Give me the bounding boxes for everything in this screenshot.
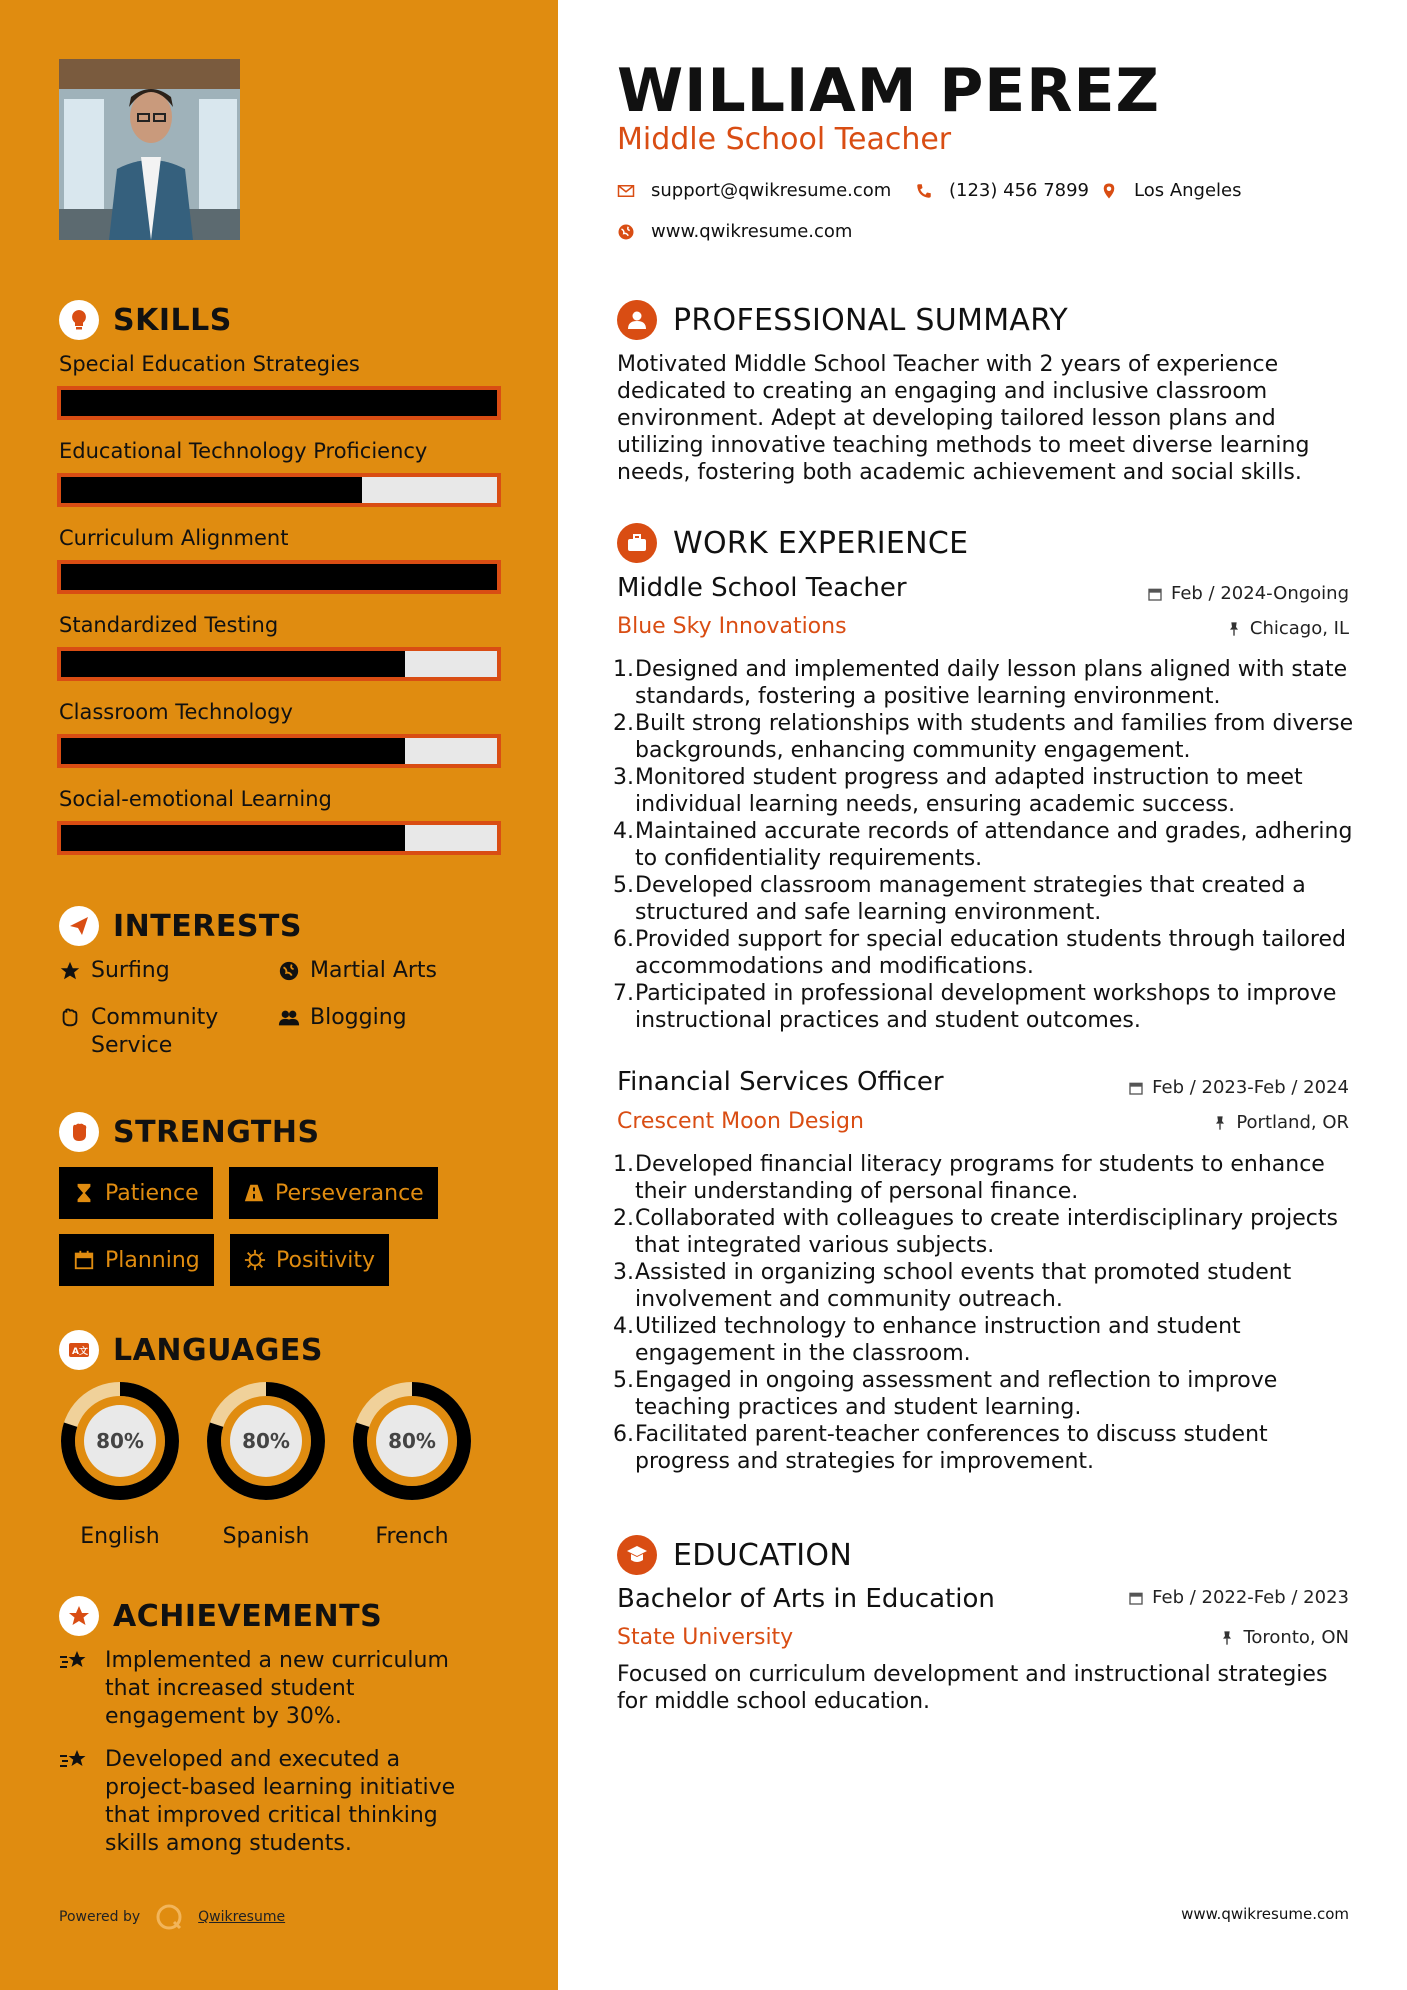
language-name: Spanish — [222, 1524, 310, 1549]
languages-heading — [59, 1330, 323, 1370]
education-location — [1219, 1627, 1349, 1648]
job-location — [1212, 1112, 1349, 1133]
email-text: support@qwikresume.com — [651, 180, 892, 201]
road-icon — [243, 1182, 265, 1204]
hourglass-icon — [73, 1182, 95, 1204]
contact-phone[interactable] — [915, 180, 1089, 201]
interest-label: Martial Arts — [310, 958, 438, 983]
calendar-icon — [73, 1249, 95, 1271]
language-item — [205, 1380, 327, 1549]
job-dates-text: Feb / 2023-Feb / 2024 — [1152, 1077, 1349, 1098]
job-dates — [1147, 583, 1349, 604]
duty-item: Built strong relationships with students and families from diverse backgrounds, enhancing community engagement. — [635, 711, 1354, 763]
strength-badge — [59, 1234, 214, 1286]
skill-label: Standardized Testing — [59, 613, 279, 637]
candidate-role: Middle School Teacher — [617, 122, 952, 157]
interest-item — [278, 1004, 407, 1032]
duty-item: Maintained accurate records of attendance and grades, adhering to confidentiality requirements. — [635, 819, 1353, 871]
paper-plane-icon — [59, 906, 99, 946]
skill-bar-fill — [61, 738, 405, 764]
phone-icon — [915, 182, 933, 200]
summary-text: Motivated Middle School Teacher with 2 years of experience dedicated to creating an engaging and inclusive classroom environment. Adept at developing tailored lesson plans and utilizing innovative teaching methods to meet diverse learning needs, fostering both academic achievement and social skills. — [617, 352, 1310, 485]
language-percent: 80% — [242, 1429, 290, 1453]
pushpin-icon — [1212, 1115, 1228, 1131]
website-text: www.qwikresume.com — [651, 221, 853, 242]
strength-label: Patience — [105, 1180, 199, 1206]
skill-label: Educational Technology Proficiency — [59, 439, 428, 463]
duty-item: Designed and implemented daily lesson plans aligned with state standards, fostering a positive learning environment. — [635, 657, 1348, 709]
experience-heading — [617, 523, 968, 563]
language-icon — [59, 1330, 99, 1370]
qwikresume-logo-icon — [154, 1902, 184, 1932]
skill-bar-fill — [61, 564, 497, 590]
trophy-star-icon — [59, 1596, 99, 1636]
graduate-icon — [617, 1535, 657, 1575]
achievements-title: ACHIEVEMENTS — [113, 1598, 383, 1634]
job-dates — [1128, 1077, 1349, 1098]
briefcase-icon — [617, 523, 657, 563]
pushpin-icon — [1226, 621, 1242, 637]
strength-badge — [229, 1167, 438, 1219]
calendar-icon — [1128, 1080, 1144, 1096]
sun-icon — [244, 1249, 266, 1271]
phone-text: (123) 456 7899 — [949, 180, 1090, 201]
fist-icon — [59, 1112, 99, 1152]
job-location-text: Portland, OR — [1236, 1112, 1349, 1133]
education-heading — [617, 1535, 852, 1575]
experience-title: WORK EXPERIENCE — [673, 525, 969, 561]
languages-title: LANGUAGES — [113, 1332, 323, 1368]
skill-label: Classroom Technology — [59, 700, 293, 724]
interest-label: Blogging — [310, 1005, 407, 1030]
education-location-text: Toronto, ON — [1243, 1627, 1349, 1648]
job-location — [1226, 618, 1349, 639]
skill-bar — [57, 734, 501, 768]
skill-bar-fill — [61, 651, 405, 677]
education-description: Focused on curriculum development and instructional strategies for middle school education. — [617, 1662, 1328, 1714]
language-gauge — [205, 1380, 327, 1502]
job-title: Financial Services Officer — [617, 1067, 944, 1097]
duty-item: Collaborated with colleagues to create interdisciplinary projects that integrated various subjects. — [635, 1206, 1338, 1258]
skill-bar-fill — [61, 390, 497, 416]
skill-label: Curriculum Alignment — [59, 526, 289, 550]
summary-heading — [617, 300, 1068, 340]
globe-icon — [617, 223, 635, 241]
achievement-text: Developed and executed a project-based learning initiative that improved critical thinking skills among students. — [105, 1747, 456, 1856]
powered-by-label: Powered by — [59, 1909, 141, 1925]
duty-item: Provided support for special education students through tailored accommodations and modifications. — [635, 927, 1346, 979]
contact-website[interactable] — [617, 221, 852, 242]
pushpin-icon — [1219, 1630, 1235, 1646]
calendar-icon — [1147, 586, 1163, 602]
achievement-item — [59, 1746, 479, 1858]
language-percent: 80% — [388, 1429, 436, 1453]
footer-website[interactable]: www.qwikresume.com — [1181, 1905, 1349, 1923]
skill-label: Special Education Strategies — [59, 352, 360, 376]
profile-photo — [59, 59, 240, 240]
interests-title: INTERESTS — [113, 908, 302, 944]
skill-bar — [57, 821, 501, 855]
achievement-item — [59, 1647, 479, 1731]
language-item — [59, 1380, 181, 1549]
duty-item: Facilitated parent-teacher conferences to discuss student progress and strategies for improvement. — [635, 1422, 1268, 1474]
degree-title: Bachelor of Arts in Education — [617, 1584, 995, 1614]
star-icon — [59, 960, 81, 982]
duty-item: Assisted in organizing school events that promoted student involvement and community outreach. — [635, 1260, 1292, 1312]
job-dates-text: Feb / 2024-Ongoing — [1170, 583, 1349, 604]
envelope-icon — [617, 182, 635, 200]
strength-label: Positivity — [276, 1247, 376, 1273]
users-icon — [278, 1007, 300, 1029]
hand-icon — [59, 1007, 81, 1029]
skill-bar — [57, 386, 501, 420]
shooting-star-icon — [59, 1649, 89, 1675]
calendar-icon — [1128, 1590, 1144, 1606]
strengths-title: STRENGTHS — [113, 1114, 320, 1150]
strength-badge — [230, 1234, 389, 1286]
job-title: Middle School Teacher — [617, 573, 907, 603]
strength-label: Planning — [105, 1247, 200, 1273]
skill-bar — [57, 647, 501, 681]
skill-label: Social-emotional Learning — [59, 787, 332, 811]
shooting-star-icon — [59, 1748, 89, 1774]
duty-item: Developed classroom management strategies that created a structured and safe learning environment. — [635, 873, 1306, 925]
summary-title: PROFESSIONAL SUMMARY — [673, 302, 1069, 338]
user-icon — [617, 300, 657, 340]
interests-heading — [59, 906, 302, 946]
skills-heading — [59, 300, 232, 340]
interest-label: Community Service — [91, 1005, 219, 1058]
interest-item — [278, 957, 437, 985]
job-duties — [617, 656, 1357, 1034]
interest-label: Surfing — [91, 958, 170, 983]
duty-item: Participated in professional development workshops to improve instructional practices and student outcomes. — [635, 981, 1337, 1033]
achievement-text: Implemented a new curriculum that increased student engagement by 30%. — [105, 1648, 449, 1729]
language-gauge — [59, 1380, 181, 1502]
school-name: State University — [617, 1625, 794, 1650]
skill-bar — [57, 473, 501, 507]
skill-bar-fill — [61, 825, 405, 851]
interest-item — [59, 957, 170, 985]
education-dates — [1128, 1587, 1349, 1608]
skill-bar — [57, 560, 501, 594]
duty-item: Utilized technology to enhance instruction and student engagement in the classroom. — [635, 1314, 1241, 1366]
location-text: Los Angeles — [1134, 180, 1242, 201]
job-location-text: Chicago, IL — [1249, 618, 1349, 639]
contact-email[interactable] — [617, 180, 891, 201]
language-name: English — [80, 1524, 160, 1549]
interest-item — [59, 1004, 239, 1060]
candidate-name: WILLIAM PEREZ — [617, 56, 1160, 126]
qwikresume-link[interactable]: Qwikresume — [198, 1909, 286, 1925]
skill-bar-fill — [61, 477, 362, 503]
duty-item: Engaged in ongoing assessment and reflection to improve teaching practices and student learning. — [635, 1368, 1278, 1420]
contact-location — [1100, 180, 1242, 201]
strength-badge — [59, 1167, 213, 1219]
education-title: EDUCATION — [673, 1537, 853, 1573]
duty-item: Monitored student progress and adapted instruction to meet individual learning needs, ensuring academic success. — [635, 765, 1303, 817]
map-pin-icon — [1100, 182, 1118, 200]
lightbulb-icon — [59, 300, 99, 340]
achievements-heading — [59, 1596, 382, 1636]
job-duties — [617, 1151, 1357, 1475]
skills-title: SKILLS — [113, 302, 232, 338]
education-dates-text: Feb / 2022-Feb / 2023 — [1152, 1587, 1349, 1608]
language-percent: 80% — [96, 1429, 144, 1453]
globe-icon — [278, 960, 300, 982]
powered-by — [59, 1902, 285, 1932]
language-name: French — [375, 1524, 449, 1549]
sidebar — [0, 0, 558, 1990]
strengths-heading — [59, 1112, 320, 1152]
language-gauge — [351, 1380, 473, 1502]
duty-item: Developed financial literacy programs for students to enhance their understanding of personal finance. — [635, 1152, 1325, 1204]
job-company: Crescent Moon Design — [617, 1109, 864, 1134]
strength-label: Perseverance — [275, 1180, 424, 1206]
svg-text:A文: A文 — [72, 1347, 88, 1357]
job-company: Blue Sky Innovations — [617, 614, 847, 639]
language-item — [351, 1380, 473, 1549]
